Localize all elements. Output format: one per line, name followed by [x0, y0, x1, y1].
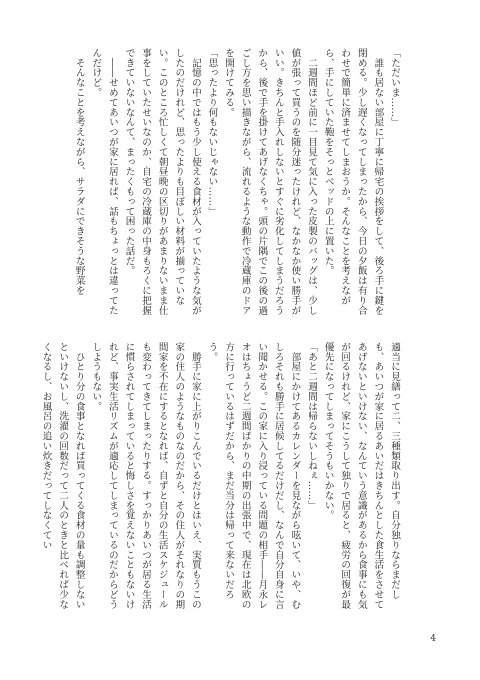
- paragraph-picking-vegetables: 適当に見繕って二、三種類取り出す。自分独りならまだしも、あいつが家に居るあいだはきちんとした食生活をさせてあげないといけない、なんていう意識があるから食事にも気が回るけれど、家にこうして独りで居ると、疲労の回復が最優先になってしまってそうもいかない。: [322, 342, 400, 610]
- paragraph-calendar: 部屋にかけてあるカレンダーを見ながら呟いて、いや、むしろそれも勝手に居候してるだけだし、なんで自分自身に言い聞かせる。この家に入り浸っている問題の相手――月永レオはちょうど二週間ばかりの中期の出張中で、現在は北欧の方に行っているはずだから、まだ当分は帰って来ないだろう。: [206, 342, 301, 610]
- paragraph-salad-vegetables: そんなことを考えながら、サラダにできそうな野菜を: [73, 48, 85, 296]
- upper-text-block: [72, 48, 402, 318]
- paragraph-if-he-were-home: ――せめてあいつが家に居れば、話もちょっとは違ってたんだけど。: [90, 48, 118, 316]
- paragraph-leather-bag: 二週間ほど前に一目見て気に入った皮製のバッグは、少し値が張って買うのを随分迷ったけれど、なかなか使い勝手がいい。きちんと手入れしないとすぐに劣化してしまうだろうから、後で手を掛けてあげなくちゃ。頭の片隅でこの後の過ごし方を思い描きながら、流れるような動作で冷蔵庫のドアを開けてみる。: [223, 48, 318, 316]
- paragraph-empty-fridge-line: 「思ったより何もないじゃない……」: [206, 48, 218, 217]
- paragraph-locking-door: 誰も居ない部屋に丁寧に帰宅の挨拶をして、後ろ手に鍵を閉める。少し遅くなってしまったから、今日の夕飯は有り合わせで簡単に済ませてしまおうか。そんなことを考えながら、手にしていた鞄をそっとベッドの上に置いた。: [322, 48, 384, 316]
- paragraph-fridge-contents: 記憶の中ではもう少し使える食材が入っていたような気がしたのだけれど、思ったよりも目ぼしい材料が揃っていない。このところ忙しくて朝昼晩の区切りがあまりないまま仕事をしていたせいなのか、自宅の冷蔵庫の中身もろくに把握できていないなんて、まったくもって困った話だ。: [123, 48, 201, 316]
- page-number: 4: [430, 634, 436, 644]
- lower-text-block: [40, 342, 402, 610]
- paragraph-one-person-meals: ひとり分の食事となれば買ってくる食材の量も調整しないといけないし、洗濯の回数だって二人のときと比べれば少なくなるし、お風呂の追い炊きだってしなくてい: [40, 342, 85, 610]
- paragraph-schedule-change: 勝手に家に上がりこんでいるだけとはいえ、実質もうこの家の住人のようなものなのだから、その住人がそれなりの期間家を不在にするとなれば、自ずと自分の生活スケジュールも変わってきてしまったりする。すっかりあいつが居る生活に慣らされてしまっていると悔しさを覚えないこともないけれど、事実生活リズムが適応してしまっているのだからどうしようもない。: [90, 342, 201, 610]
- paragraph-two-weeks-line: 「あと二週間は帰らないしねぇ……」: [306, 342, 318, 511]
- paragraph-greeting: 「ただいま……」: [389, 48, 400, 128]
